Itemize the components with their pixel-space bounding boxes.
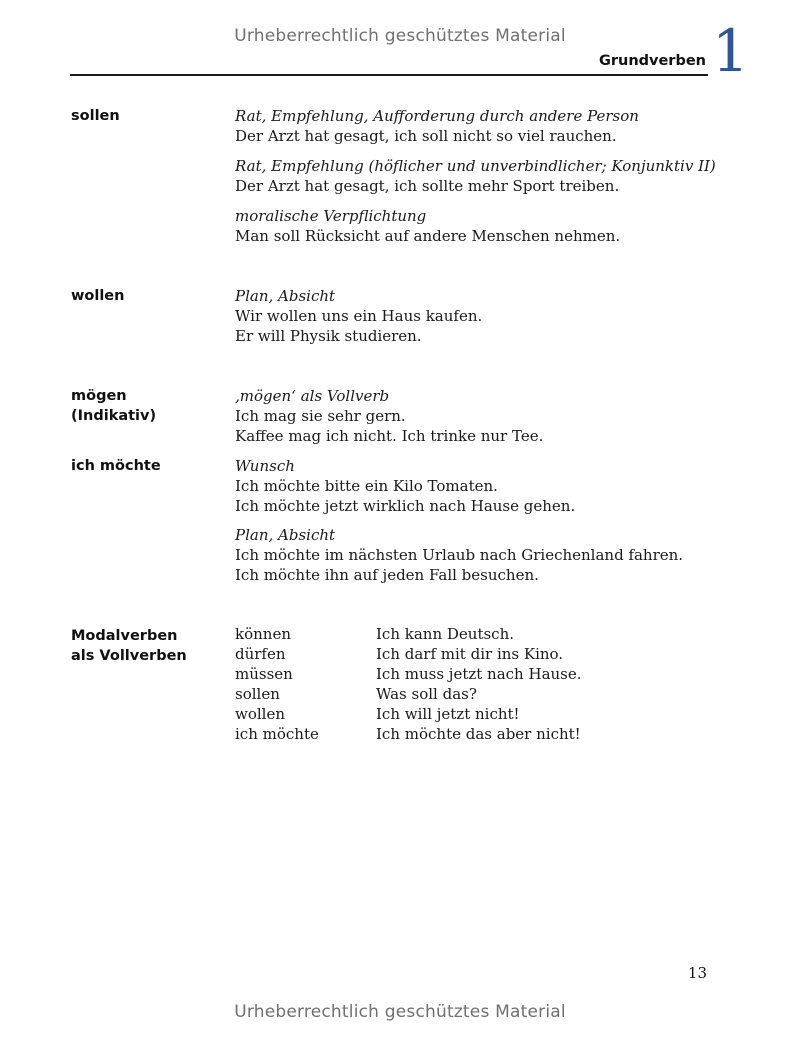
example-sentence: Ich möchte jetzt wirklich nach Hause gehen. [235,497,576,515]
table-row [235,644,582,664]
term-line: (Indikativ) [71,408,157,424]
moechte-block-1 [235,456,735,516]
term-wollen: wollen [71,288,125,304]
section-title: Grundverben [598,53,706,69]
term-line: als Vollverben [71,648,187,664]
example-sentence: Kaffee mag ich nicht. Ich trinke nur Tee. [235,427,544,445]
usage-label: Rat, Empfehlung, Aufforderung durch andere Person [235,107,639,125]
term-line: Modalverben [71,628,178,644]
usage-label: ‚mögen‘ als Vollverb [235,387,390,405]
table-row [235,664,582,684]
usage-label: Plan, Absicht [235,526,336,544]
example-sentence: Der Arzt hat gesagt, ich sollte mehr Sport treiben. [235,177,620,195]
example-sentence: Der Arzt hat gesagt, ich soll nicht so viel rauchen. [235,127,617,145]
term-modalverben [71,626,187,666]
moegen-block-1 [235,386,735,446]
verb-cell: ich möchte [235,725,319,743]
usage-label: Wunsch [235,457,295,475]
example-sentence: Ich mag sie sehr gern. [235,407,406,425]
example-sentence: Ich möchte bitte ein Kilo Tomaten. [235,477,498,495]
sollen-block-3 [235,206,735,246]
table-row [235,684,582,704]
term-moegen [71,386,156,426]
page-number: 13 [687,964,707,982]
verb-cell: können [235,625,291,643]
example-cell: Ich will jetzt nicht! [376,705,520,723]
example-sentence: Er will Physik studieren. [235,327,422,345]
example-cell: Ich muss jetzt nach Hause. [376,665,582,683]
verb-cell: wollen [235,705,286,723]
example-sentence: Wir wollen uns ein Haus kaufen. [235,307,483,325]
usage-label: Plan, Absicht [235,287,336,305]
example-sentence: Man soll Rücksicht auf andere Menschen nehmen. [235,227,621,245]
chapter-number: 1 [712,17,749,85]
verb-cell: müssen [235,665,293,683]
term-line: mögen [71,388,127,404]
table-row [235,624,582,644]
example-cell: Ich kann Deutsch. [376,625,514,643]
modal-verb-table [235,624,582,744]
verb-cell: dürfen [235,645,286,663]
sollen-block-1 [235,106,735,146]
usage-label: moralische Verpflichtung [235,207,427,225]
header-rule [70,74,708,76]
example-cell: Was soll das? [376,685,477,703]
usage-label: Rat, Empfehlung (höflicher und unverbindlicher; Konjunktiv II) [235,157,716,175]
wollen-block-1 [235,286,735,346]
moechte-block-2 [235,525,735,585]
table-row [235,704,582,724]
term-moechte: ich möchte [71,458,161,474]
example-cell: Ich darf mit dir ins Kino. [376,645,564,663]
verb-cell: sollen [235,685,280,703]
term-sollen: sollen [71,108,120,124]
example-cell: Ich möchte das aber nicht! [376,725,581,743]
watermark-bottom: Urheberrechtlich geschütztes Material [234,1002,566,1022]
table-row [235,724,582,744]
example-sentence: Ich möchte im nächsten Urlaub nach Griechenland fahren. [235,546,684,564]
example-sentence: Ich möchte ihn auf jeden Fall besuchen. [235,566,539,584]
watermark-top: Urheberrechtlich geschütztes Material [234,26,566,46]
sollen-block-2 [235,156,735,196]
